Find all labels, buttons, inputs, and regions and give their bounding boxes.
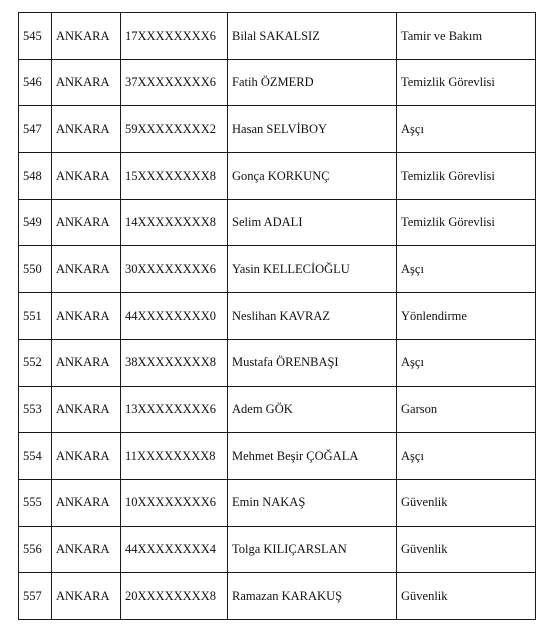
table-row <box>19 479 536 526</box>
table-row <box>19 526 536 573</box>
table-row <box>19 59 536 106</box>
row-number-cell: 548 <box>19 153 52 200</box>
row-number-cell: 554 <box>19 433 52 480</box>
city-cell: ANKARA <box>52 59 121 106</box>
job-title-cell: Güvenlik <box>397 479 536 526</box>
masked-id-cell: 10XXXXXXXX6 <box>121 479 228 526</box>
table-row <box>19 106 536 153</box>
table-row <box>19 293 536 340</box>
masked-id-cell: 13XXXXXXXX6 <box>121 386 228 433</box>
full-name-cell: Gonça KORKUNÇ <box>228 153 397 200</box>
job-title-cell: Güvenlik <box>397 526 536 573</box>
masked-id-cell: 37XXXXXXXX6 <box>121 59 228 106</box>
job-title-cell: Tamir ve Bakım <box>397 13 536 60</box>
row-number-cell: 551 <box>19 293 52 340</box>
personnel-table <box>18 12 536 620</box>
job-title-cell: Yönlendirme <box>397 293 536 340</box>
table-row <box>19 153 536 200</box>
row-number-cell: 552 <box>19 339 52 386</box>
masked-id-cell: 14XXXXXXXX8 <box>121 199 228 246</box>
job-title-cell: Garson <box>397 386 536 433</box>
city-cell: ANKARA <box>52 13 121 60</box>
city-cell: ANKARA <box>52 573 121 620</box>
row-number-cell: 545 <box>19 13 52 60</box>
full-name-cell: Ramazan KARAKUŞ <box>228 573 397 620</box>
row-number-cell: 549 <box>19 199 52 246</box>
full-name-cell: Selim ADALI <box>228 199 397 246</box>
masked-id-cell: 44XXXXXXXX0 <box>121 293 228 340</box>
masked-id-cell: 20XXXXXXXX8 <box>121 573 228 620</box>
row-number-cell: 546 <box>19 59 52 106</box>
full-name-cell: Yasin KELLECİOĞLU <box>228 246 397 293</box>
city-cell: ANKARA <box>52 106 121 153</box>
city-cell: ANKARA <box>52 246 121 293</box>
city-cell: ANKARA <box>52 433 121 480</box>
row-number-cell: 556 <box>19 526 52 573</box>
full-name-cell: Emin NAKAŞ <box>228 479 397 526</box>
job-title-cell: Aşçı <box>397 339 536 386</box>
row-number-cell: 553 <box>19 386 52 433</box>
job-title-cell: Temizlik Görevlisi <box>397 59 536 106</box>
row-number-cell: 550 <box>19 246 52 293</box>
masked-id-cell: 11XXXXXXXX8 <box>121 433 228 480</box>
city-cell: ANKARA <box>52 339 121 386</box>
full-name-cell: Mehmet Beşir ÇOĞALA <box>228 433 397 480</box>
full-name-cell: Adem GÖK <box>228 386 397 433</box>
job-title-cell: Aşçı <box>397 433 536 480</box>
table-row <box>19 246 536 293</box>
table-row <box>19 339 536 386</box>
table-row <box>19 573 536 620</box>
job-title-cell: Aşçı <box>397 106 536 153</box>
table-row <box>19 199 536 246</box>
full-name-cell: Neslihan KAVRAZ <box>228 293 397 340</box>
masked-id-cell: 38XXXXXXXX8 <box>121 339 228 386</box>
table-row <box>19 386 536 433</box>
full-name-cell: Mustafa ÖRENBAŞI <box>228 339 397 386</box>
row-number-cell: 557 <box>19 573 52 620</box>
job-title-cell: Aşçı <box>397 246 536 293</box>
job-title-cell: Temizlik Görevlisi <box>397 153 536 200</box>
masked-id-cell: 44XXXXXXXX4 <box>121 526 228 573</box>
city-cell: ANKARA <box>52 479 121 526</box>
table-row <box>19 433 536 480</box>
masked-id-cell: 59XXXXXXXX2 <box>121 106 228 153</box>
city-cell: ANKARA <box>52 386 121 433</box>
row-number-cell: 547 <box>19 106 52 153</box>
personnel-table-body <box>19 13 536 620</box>
job-title-cell: Temizlik Görevlisi <box>397 199 536 246</box>
full-name-cell: Tolga KILIÇARSLAN <box>228 526 397 573</box>
full-name-cell: Fatih ÖZMERD <box>228 59 397 106</box>
city-cell: ANKARA <box>52 293 121 340</box>
row-number-cell: 555 <box>19 479 52 526</box>
job-title-cell: Güvenlik <box>397 573 536 620</box>
masked-id-cell: 30XXXXXXXX6 <box>121 246 228 293</box>
city-cell: ANKARA <box>52 153 121 200</box>
full-name-cell: Bilal SAKALSIZ <box>228 13 397 60</box>
city-cell: ANKARA <box>52 199 121 246</box>
masked-id-cell: 15XXXXXXXX8 <box>121 153 228 200</box>
city-cell: ANKARA <box>52 526 121 573</box>
masked-id-cell: 17XXXXXXXX6 <box>121 13 228 60</box>
table-row <box>19 13 536 60</box>
full-name-cell: Hasan SELVİBOY <box>228 106 397 153</box>
